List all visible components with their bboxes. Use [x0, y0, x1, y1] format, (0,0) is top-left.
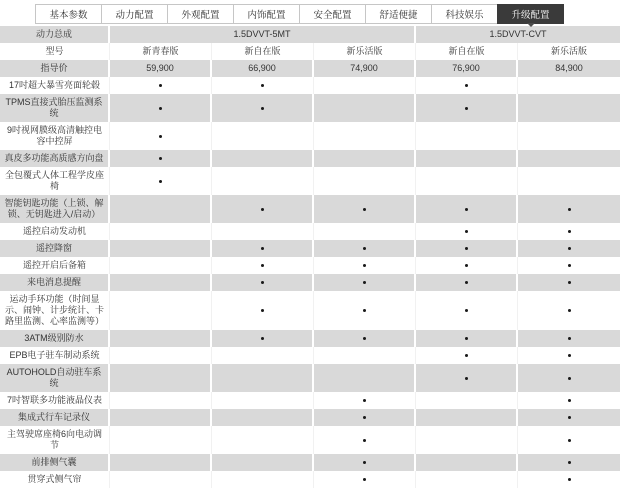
feature-cell [314, 257, 416, 274]
feature-cell [314, 291, 416, 330]
model-cell: 新青春版 [110, 43, 212, 60]
bullet-dot [363, 264, 366, 267]
feature-cell [110, 330, 212, 347]
feature-cell [212, 240, 314, 257]
bullet-dot [568, 281, 571, 284]
feature-cell [110, 471, 212, 488]
table-row [0, 150, 620, 167]
feature-cell [314, 122, 416, 150]
feature-cell [314, 195, 416, 223]
feature-cell [314, 274, 416, 291]
feature-cell [212, 195, 314, 223]
tab[interactable] [101, 4, 168, 24]
table-row [0, 167, 620, 195]
table-row [0, 77, 620, 94]
model-cell: 新乐活版 [314, 43, 416, 60]
table-row [0, 471, 620, 488]
feature-label: 主驾驶席座椅6向电动调节 [0, 426, 110, 454]
table-row [0, 291, 620, 330]
table-row [0, 347, 620, 364]
bullet-dot [465, 377, 468, 380]
row-label: 动力总成 [0, 26, 110, 43]
bullet-dot [568, 478, 571, 481]
bullet-dot [159, 180, 162, 183]
spec-table [0, 26, 620, 488]
bullet-dot [568, 439, 571, 442]
model-cell: 新自在版 [416, 43, 518, 60]
feature-cell [212, 291, 314, 330]
feature-cell [110, 274, 212, 291]
feature-cell [212, 364, 314, 392]
bullet-dot [465, 337, 468, 340]
feature-label: 智能钥匙功能（上锁、解锁、无钥匙进入/启动） [0, 195, 110, 223]
bullet-dot [568, 377, 571, 380]
bullet-dot [568, 264, 571, 267]
feature-cell [314, 454, 416, 471]
feature-cell [416, 122, 518, 150]
feature-cell [518, 364, 620, 392]
table-row [0, 392, 620, 409]
bullet-dot [568, 230, 571, 233]
feature-label: 遥控开启后备箱 [0, 257, 110, 274]
powertrain-mt-cell: 1.5DVVT-5MT [110, 26, 416, 43]
feature-label: TPMS直接式胎压监测系统 [0, 94, 110, 122]
bullet-dot [568, 354, 571, 357]
feature-cell [518, 167, 620, 195]
feature-cell [212, 392, 314, 409]
feature-cell [518, 330, 620, 347]
feature-cell [314, 240, 416, 257]
feature-cell [110, 195, 212, 223]
feature-cell [314, 392, 416, 409]
feature-cell [416, 330, 518, 347]
bullet-dot [568, 461, 571, 464]
feature-cell [518, 291, 620, 330]
bullet-dot [261, 247, 264, 250]
bullet-dot [568, 337, 571, 340]
feature-cell [518, 347, 620, 364]
feature-cell [518, 94, 620, 122]
feature-cell [110, 150, 212, 167]
feature-cell [314, 409, 416, 426]
feature-cell [314, 426, 416, 454]
price-cell: 66,900 [212, 60, 314, 77]
feature-cell [314, 167, 416, 195]
feature-cell [416, 257, 518, 274]
bullet-dot [261, 337, 264, 340]
bullet-dot [261, 84, 264, 87]
model-cell: 新自在版 [212, 43, 314, 60]
tab[interactable] [35, 4, 102, 24]
feature-cell [212, 223, 314, 240]
tab[interactable] [167, 4, 234, 24]
tab[interactable] [431, 4, 498, 24]
table-row [0, 426, 620, 454]
tab-label: 动力配置 [115, 10, 154, 21]
feature-cell [518, 426, 620, 454]
feature-cell [212, 257, 314, 274]
feature-label: 前排侧气囊 [0, 454, 110, 471]
feature-cell [212, 347, 314, 364]
feature-cell [212, 426, 314, 454]
feature-cell [110, 94, 212, 122]
feature-cell [212, 150, 314, 167]
table-row [0, 330, 620, 347]
feature-cell [212, 409, 314, 426]
feature-cell [110, 77, 212, 94]
feature-cell [212, 167, 314, 195]
bullet-dot [363, 461, 366, 464]
feature-cell [110, 167, 212, 195]
feature-cell [518, 122, 620, 150]
feature-cell [110, 291, 212, 330]
feature-cell [110, 223, 212, 240]
bullet-dot [465, 309, 468, 312]
bullet-dot [465, 84, 468, 87]
feature-cell [416, 347, 518, 364]
feature-label: 运动手环功能（时间显示、闹钟、计步统计、卡路里监测、心率监测等） [0, 291, 110, 330]
bullet-dot [363, 337, 366, 340]
bullet-dot [363, 208, 366, 211]
feature-cell [314, 150, 416, 167]
feature-cell [416, 94, 518, 122]
feature-cell [416, 392, 518, 409]
table-row [0, 454, 620, 471]
price-cell: 74,900 [314, 60, 416, 77]
feature-cell [416, 454, 518, 471]
feature-cell [314, 364, 416, 392]
row-label: 型号 [0, 43, 110, 60]
table-row [0, 409, 620, 426]
feature-cell [416, 223, 518, 240]
feature-cell [212, 77, 314, 94]
tab-label: 升级配置 [511, 10, 550, 21]
tab-label: 基本参数 [49, 10, 88, 21]
bullet-dot [568, 309, 571, 312]
bullet-dot [363, 281, 366, 284]
feature-cell [518, 223, 620, 240]
tab[interactable] [365, 4, 432, 24]
feature-cell [518, 392, 620, 409]
table-row [0, 274, 620, 291]
feature-cell [110, 122, 212, 150]
tab[interactable] [233, 4, 300, 24]
feature-label: EPB电子驻车制动系统 [0, 347, 110, 364]
feature-cell [416, 274, 518, 291]
feature-cell [416, 291, 518, 330]
bullet-dot [568, 399, 571, 402]
feature-label: 17吋超大暴雪亮面轮毂 [0, 77, 110, 94]
bullet-dot [363, 309, 366, 312]
feature-cell [518, 409, 620, 426]
feature-label: 3ATM级别防水 [0, 330, 110, 347]
bullet-dot [465, 264, 468, 267]
bullet-dot [465, 230, 468, 233]
model-row [0, 43, 620, 60]
feature-cell [518, 77, 620, 94]
bullet-dot [465, 281, 468, 284]
feature-cell [212, 330, 314, 347]
bullet-dot [465, 247, 468, 250]
table-row [0, 195, 620, 223]
config-tabs [35, 4, 564, 24]
feature-cell [416, 195, 518, 223]
feature-cell [518, 150, 620, 167]
feature-cell [110, 257, 212, 274]
price-row [0, 60, 620, 77]
feature-cell [110, 364, 212, 392]
bullet-dot [261, 208, 264, 211]
powertrain-row [0, 26, 620, 43]
bullet-dot [261, 281, 264, 284]
feature-cell [314, 330, 416, 347]
caret-down-icon [527, 23, 535, 27]
feature-cell [314, 347, 416, 364]
feature-cell [212, 471, 314, 488]
feature-cell [110, 454, 212, 471]
feature-label: 遥控启动发动机 [0, 223, 110, 240]
feature-cell [518, 257, 620, 274]
feature-cell [416, 240, 518, 257]
feature-label: 9吋视网膜级高清触控电容中控屏 [0, 122, 110, 150]
feature-cell [416, 167, 518, 195]
bullet-dot [159, 135, 162, 138]
bullet-dot [261, 107, 264, 110]
feature-cell [110, 392, 212, 409]
bullet-dot [363, 478, 366, 481]
feature-cell [314, 94, 416, 122]
feature-cell [314, 223, 416, 240]
feature-cell [110, 426, 212, 454]
feature-cell [518, 454, 620, 471]
table-row [0, 122, 620, 150]
feature-cell [314, 77, 416, 94]
feature-label: 全包覆式人体工程学皮座椅 [0, 167, 110, 195]
feature-label: 贯穿式侧气帘 [0, 471, 110, 488]
price-cell: 76,900 [416, 60, 518, 77]
table-row [0, 240, 620, 257]
tab[interactable] [497, 4, 564, 24]
feature-cell [212, 274, 314, 291]
feature-cell [110, 347, 212, 364]
feature-cell [416, 409, 518, 426]
bullet-dot [465, 107, 468, 110]
bullet-dot [261, 309, 264, 312]
feature-cell [110, 409, 212, 426]
feature-cell [518, 274, 620, 291]
feature-cell [212, 122, 314, 150]
table-row [0, 223, 620, 240]
tab-label: 外观配置 [181, 10, 220, 21]
row-label: 指导价 [0, 60, 110, 77]
tab-label: 科技娱乐 [445, 10, 484, 21]
feature-label: 7吋智联多功能液晶仪表 [0, 392, 110, 409]
tab[interactable] [299, 4, 366, 24]
feature-label: 遥控降窗 [0, 240, 110, 257]
table-row [0, 364, 620, 392]
feature-cell [212, 454, 314, 471]
feature-label: AUTOHOLD自动驻车系统 [0, 364, 110, 392]
feature-cell [518, 195, 620, 223]
bullet-dot [465, 208, 468, 211]
feature-cell [416, 150, 518, 167]
feature-cell [212, 94, 314, 122]
bullet-dot [568, 208, 571, 211]
table-row [0, 257, 620, 274]
feature-cell [518, 471, 620, 488]
feature-cell [416, 77, 518, 94]
tab-label: 安全配置 [313, 10, 352, 21]
feature-cell [518, 240, 620, 257]
feature-rows [0, 77, 620, 488]
feature-cell [416, 364, 518, 392]
bullet-dot [363, 439, 366, 442]
tab-label: 内饰配置 [247, 10, 286, 21]
bullet-dot [465, 354, 468, 357]
powertrain-cvt-cell: 1.5DVVT-CVT [489, 29, 547, 39]
feature-cell [314, 471, 416, 488]
feature-cell [110, 240, 212, 257]
bullet-dot [159, 84, 162, 87]
tab-label: 舒适便捷 [379, 10, 418, 21]
bullet-dot [159, 157, 162, 160]
feature-label: 来电消息提醒 [0, 274, 110, 291]
bullet-dot [159, 107, 162, 110]
model-cell: 新乐活版 [550, 46, 587, 56]
bullet-dot [568, 247, 571, 250]
bullet-dot [261, 264, 264, 267]
bullet-dot [363, 416, 366, 419]
price-cell: 59,900 [110, 60, 212, 77]
feature-label: 真皮多功能高质感方向盘 [0, 150, 110, 167]
bullet-dot [363, 399, 366, 402]
bullet-dot [363, 247, 366, 250]
feature-cell [416, 471, 518, 488]
feature-label: 集成式行车记录仪 [0, 409, 110, 426]
table-row [0, 94, 620, 122]
price-cell: 84,900 [555, 63, 583, 73]
feature-cell [416, 426, 518, 454]
bullet-dot [568, 416, 571, 419]
